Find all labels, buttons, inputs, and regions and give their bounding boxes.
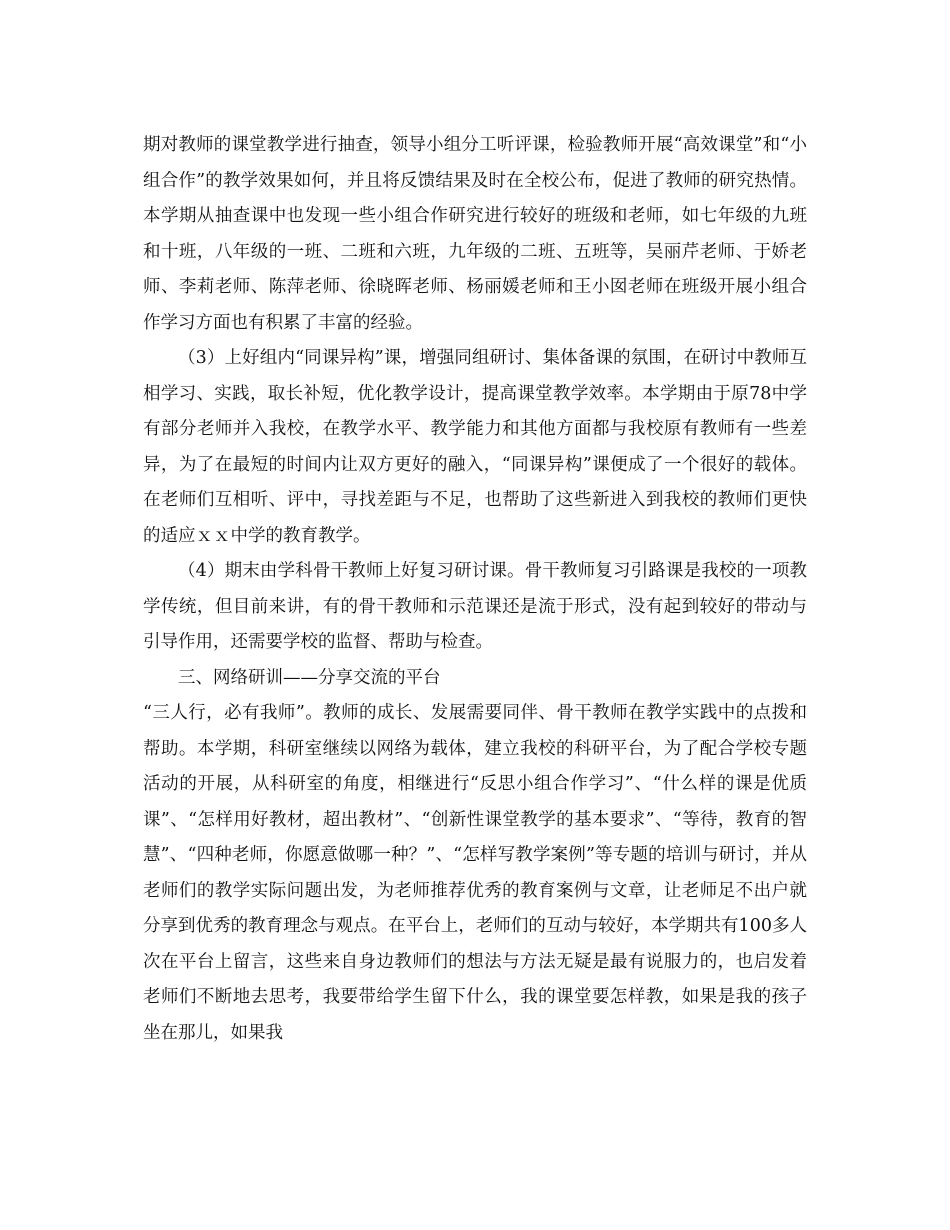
paragraph-online-platform: “三人行，必有我师”。教师的成长、发展需要同伴、骨干教师在教学实践中的点拨和帮助。本学期，科研室继续以网络为载体，建立我校的科研平台，为了配合学校专题活动的开展，从科研室的角度，相继进行“反思小组合作学习”、“什么样的课是优质课”、“怎样用好教材，超出教材”、“创新性课堂教学的基本要求”、“等待，教育的智慧”、“四种老师，你愿意做哪一种？”、“怎样写教学案例”等专题的培训与研讨，并从老师们的教学实际问题出发，为老师推荐优秀的教育案例与文章，让老师足不出户就分享到优秀的教育理念与观点。在平台上，老师们的互动与较好，本学期共有100多人次在平台上留言，这些来自身边教师们的想法与方法无疑是最有说服力的，也启发着老师们不断地去思考，我要带给学生留下什么，我的课堂要怎样教，如果是我的孩子坐在那儿，如果我 [143, 703, 807, 1043]
document-body [143, 128, 807, 1051]
paragraph-same-lesson-different-design: （3）上好组内“同课异构”课，增强同组研讨、集体备课的氛围，在研讨中教师互相学习、实践，取长补短，优化教学设计，提高课堂教学效率。本学期由于原78中学有部分老师并入我校，在教学水平、教学能力和其他方面都与我校原有教师有一些差异，为了在最短的时间内让双方更好的融入，“同课异构”课便成了一个很好的载体。在老师们互相听、评中，寻找差距与不足，也帮助了这些新进入到我校的教师们更快的适应ｘｘ中学的教育教学。 [143, 348, 807, 546]
paragraph-review-lessons: （4）期末由学科骨干教师上好复习研讨课。骨干教师复习引路课是我校的一项教学传统，但目前来讲，有的骨干教师和示范课还是流于形式，没有起到较好的带动与引导作用，还需要学校的监督、帮助与检查。 [143, 561, 807, 652]
paragraph-continued-evaluation: 期对教师的课堂教学进行抽查，领导小组分工听评课，检验教师开展“高效课堂”和“小组合作”的教学效果如何，并且将反馈结果及时在全校公布，促进了教师的研究热情。本学期从抽查课中也发现一些小组合作研究进行较好的班级和老师，如七年级的九班和十班，八年级的一班、二班和六班，九年级的二班、五班等，吴丽芹老师、于娇老师、李莉老师、陈萍老师、徐晓晖老师、杨丽媛老师和王小囡老师在班级开展小组合作学习方面也有积累了丰富的经验。 [143, 135, 807, 333]
section-heading-online-training: 三、网络研训——分享交流的平台 [178, 667, 441, 688]
